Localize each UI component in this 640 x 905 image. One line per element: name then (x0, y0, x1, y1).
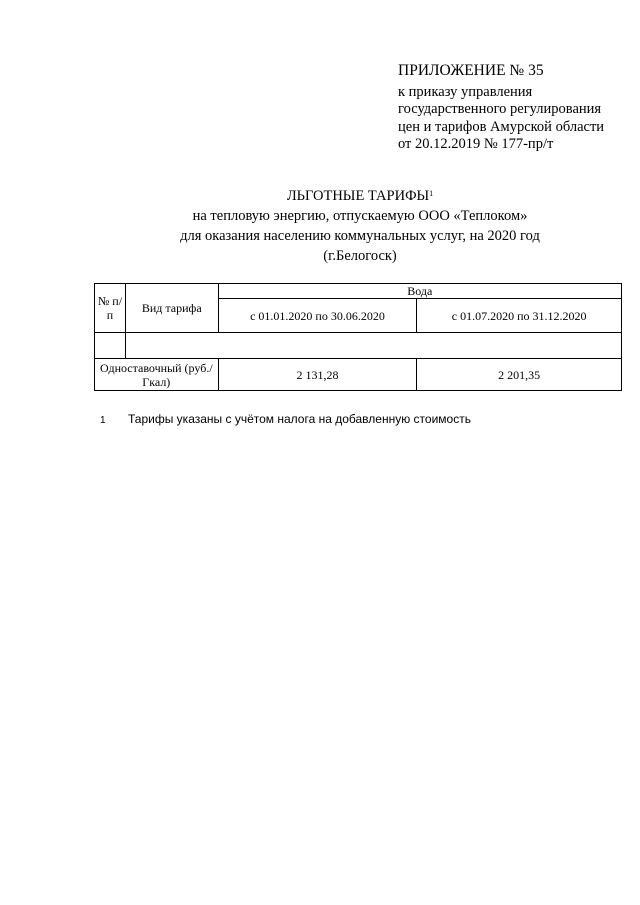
appendix-line-1: к приказу управления (398, 83, 533, 100)
document-heading (100, 186, 620, 266)
tariff-value-period-2: 2 201,35 (417, 359, 622, 391)
heading-line-2: на тепловую энергию, отпускаемую ООО «Теплоком» (192, 208, 528, 224)
heading-line-3: для оказания населению коммунальных услуг, на 2020 год (180, 228, 540, 244)
header-period-1: с 01.01.2020 по 30.06.2020 (218, 299, 417, 333)
appendix-line-3: цен и тарифов Амурской области (398, 118, 605, 135)
appendix-block (398, 62, 634, 154)
document-title-line (100, 186, 620, 206)
header-group-water: Вода (218, 284, 621, 299)
footnote-reference: 1 (429, 189, 434, 198)
appendix-title: ПРИЛОЖЕНИЕ № 35 (398, 62, 544, 79)
empty-cell-number (95, 333, 126, 359)
table-empty-row (95, 333, 622, 359)
appendix-line-2: государственного регулирования (398, 101, 602, 117)
tariff-table (94, 283, 622, 391)
empty-cell-merged (125, 333, 621, 359)
document-title: ЛЬГОТНЫЕ ТАРИФЫ (286, 188, 430, 204)
header-type-cell: Вид тарифа (125, 284, 218, 333)
table-header-row-1 (95, 284, 622, 299)
footnote-mark: 1 (100, 415, 106, 426)
tariff-value-period-1: 2 131,28 (218, 359, 417, 391)
header-number-cell: № п/п (95, 284, 126, 333)
table-row (95, 359, 622, 391)
tariff-type-cell: Одноставочный (руб./Гкал) (95, 359, 219, 391)
appendix-line-4: от 20.12.2019 № 177-пр/т (398, 136, 554, 152)
footnote-text: Тарифы указаны с учётом налога на добавленную стоимость (128, 412, 471, 426)
header-period-2: с 01.07.2020 по 31.12.2020 (417, 299, 622, 333)
heading-line-4: (г.Белогоск) (323, 248, 397, 264)
footnote (100, 412, 471, 426)
